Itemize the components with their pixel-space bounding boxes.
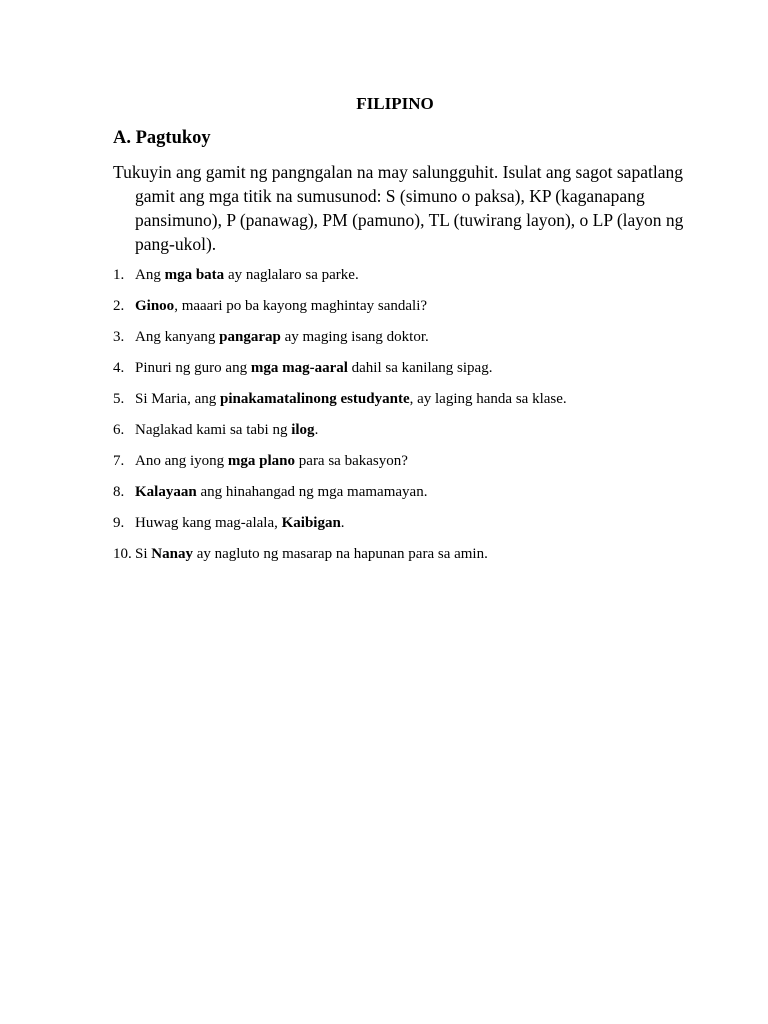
question-item (113, 296, 693, 327)
question-item (113, 327, 693, 358)
question-number: 2. (113, 298, 125, 314)
question-text: Naglakad kami sa tabi ng ilog. (135, 422, 319, 438)
question-number: 10. (113, 546, 132, 562)
underlined-noun: Kalayaan (135, 484, 197, 500)
section-heading: A. Pagtukoy (113, 128, 211, 148)
question-number: 7. (113, 453, 125, 469)
underlined-noun: Nanay (151, 546, 193, 562)
question-number: 3. (113, 329, 125, 345)
question-item (113, 389, 693, 420)
question-text: Kalayaan ang hinahangad ng mga mamamayan. (135, 484, 428, 500)
question-item (113, 451, 693, 482)
question-number: 9. (113, 515, 125, 531)
question-item (113, 420, 693, 451)
underlined-noun: pinakamatalinong estudyante (219, 391, 410, 407)
question-text: Ang mga bata ay naglalaro sa parke. (135, 267, 359, 283)
question-number: 5. (113, 391, 125, 407)
question-number: 4. (113, 360, 125, 376)
underlined-noun: pangarap (219, 329, 281, 345)
question-number: 8. (113, 484, 125, 500)
document-title: FILIPINO (356, 94, 434, 113)
question-text: Ginoo, maaari po ba kayong maghintay sandali? (135, 298, 428, 314)
question-text: Si Maria, ang pinakamatalinong estudyante, ay laging handa sa klase. (135, 391, 567, 407)
instructions-paragraph: Tukuyin ang gamit ng pangngalan na may salungguhit. Isulat ang sagot sapatlang gamit ang mga titik na sumusunod: S (simuno o paksa), KP (kaganapang pansimuno), P (panawag), PM (pamuno), TL (tuwirang layon), o LP (layon ng pang-ukol). (113, 162, 684, 254)
underlined-noun: ilog (291, 422, 315, 438)
question-list (113, 265, 693, 575)
question-item (113, 544, 693, 575)
question-item (113, 482, 693, 513)
underlined-noun: mga plano (227, 453, 296, 469)
question-text: Ano ang iyong mga plano para sa bakasyon? (135, 453, 408, 469)
question-item (113, 265, 693, 296)
question-text: Si Nanay ay nagluto ng masarap na hapunan para sa amin. (135, 546, 488, 562)
question-text: Ang kanyang pangarap ay maging isang doktor. (135, 329, 429, 345)
question-number: 1. (113, 267, 125, 283)
underlined-noun: mga bata (164, 267, 225, 283)
underlined-noun: Ginoo (135, 298, 175, 314)
underlined-noun: Kaibigan (281, 515, 341, 531)
question-item (113, 513, 693, 544)
question-text: Pinuri ng guro ang mga mag-aaral dahil sa kanilang sipag. (135, 360, 493, 376)
question-text: Huwag kang mag-alala, Kaibigan. (135, 515, 345, 531)
question-number: 6. (113, 422, 125, 438)
question-item (113, 358, 693, 389)
underlined-noun: mga mag-aaral (250, 360, 348, 376)
